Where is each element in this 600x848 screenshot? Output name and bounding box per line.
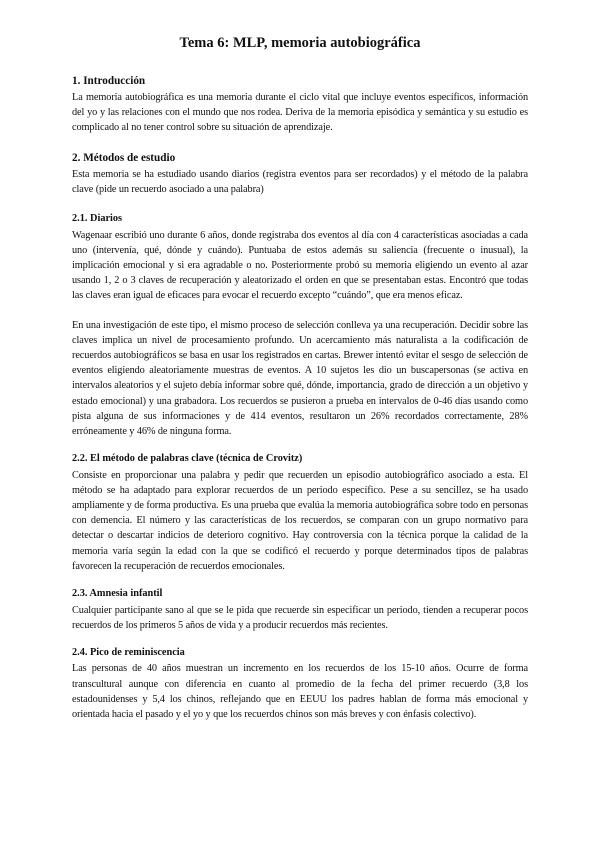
paragraph: Consiste en proporcionar una palabra y pedir que recuerden un episodio autobiográfico asociado a esta. El método se ha adaptado para explorar recuerdos de un periodo específico. Pese a su sencillez, se ha usado ampliamente y de forma productiva. Es una prueba que evalúa la memoria autobiográfica sobre todo en personas con demencia. El número y las características de los recuerdos, se comparan con un grupo normativo para detectar o descartar indicios de deterioro cognitivo. Hay controversia con la técnica porque la calidad de la memoria varía según la edad con la que se codificó el recuerdo y porque determinados tipos de palabras favorecen la recuperación de recuerdos emocionales. bbox=[72, 469, 528, 572]
paragraph: La memoria autobiográfica es una memoria durante el ciclo vital que incluye eventos específicos, información del yo y las relaciones con el mundo que nos rodea. Deriva de la memoria episódica y semántica y su estudio es complicado al no tener control sobre su situación de aprendizaje. bbox=[72, 92, 528, 134]
section-amnesia-infantil bbox=[72, 587, 528, 633]
section-palabras-clave bbox=[72, 452, 528, 574]
subsection-heading: 2.2. El método de palabras clave (técnica de Crovitz) bbox=[72, 453, 303, 465]
subsection-heading: 2.1. Diarios bbox=[72, 213, 123, 225]
section-diarios bbox=[72, 212, 528, 439]
section-introduccion bbox=[72, 74, 528, 136]
paragraph: Wagenaar escribió uno durante 6 años, donde registraba dos eventos al día con 4 características asociadas a cada uno (intervenía, qué, dónde y cuándo). Puntuaba de estos además su saliencia (frecuente o inusual), la implicación emocional y si era agradable o no. Posteriormente probó su memoria eligiendo un evento al azar usando 1, 2 o 3 claves de recuperación y aleatorizado el orden en que se presentaban estas. Encontró que todas las claves eran igual de eficaces para evocar el recuerdo excepto “cuándo”, que era menos eficaz. bbox=[72, 229, 528, 302]
section-heading: 1. Introducción bbox=[72, 75, 146, 87]
section-heading: 2. Métodos de estudio bbox=[72, 151, 176, 164]
document-title: Tema 6: MLP, memoria autobiográfica bbox=[179, 35, 421, 51]
paragraph: Esta memoria se ha estudiado usando diarios (registra eventos para ser recordados) y el método de la palabra clave (pide un recuerdo asociado a una palabra) bbox=[72, 168, 528, 195]
paragraph: En una investigación de este tipo, el mismo proceso de selección conlleva ya una recuperación. Decidir sobre las claves implica un nivel de procesamiento profundo. Un acercamiento más naturalista a la codificación de recuerdos autobiográficos se basa en usar los registrados en cartas. Brewer intentó evitar el sesgo de selección de eventos eligiendo aleatoriamente muestras de eventos. A 10 sujetos les dio un buscapersonas (se activa en intervalos aleatorios y el sujeto debía informar sobre qué, dónde, importancia, grado de dirección a un objetivo y estado emocional) y una grabadora. Los recuerdos se pusieron a prueba en intervalos de 0-46 días usando como pista alguna de sus informaciones y de 414 eventos, resultaron un 26% recordados correctamente, 28% erróneamente y 46% de ninguna forma. bbox=[72, 319, 528, 437]
section-metodos bbox=[72, 151, 528, 197]
paragraph: Las personas de 40 años muestran un incremento en los recuerdos de los 15-10 años. Ocurre de forma transcultural aunque con diferencia en cuanto al promedio de la fecha del primer recuerdo (3,8 los estadounidenses y 5,4 los chinos, reflejando que en EEUU los padres hablan de forma más emocional y orientada hacia el pasado y el yo y que los recuerdos chinos son más breves y con énfasis colectivo). bbox=[72, 663, 528, 721]
paragraph: Cualquier participante sano al que se le pida que recuerde sin especificar un periodo, tienden a recuperar pocos recuerdos de los primeros 5 años de vida y a producir recuerdos más recientes. bbox=[72, 604, 528, 631]
subsection-heading: 2.3. Amnesia infantil bbox=[72, 588, 163, 600]
subsection-heading: 2.4. Pico de reminiscencia bbox=[72, 646, 185, 658]
section-pico-reminiscencia bbox=[72, 646, 528, 722]
